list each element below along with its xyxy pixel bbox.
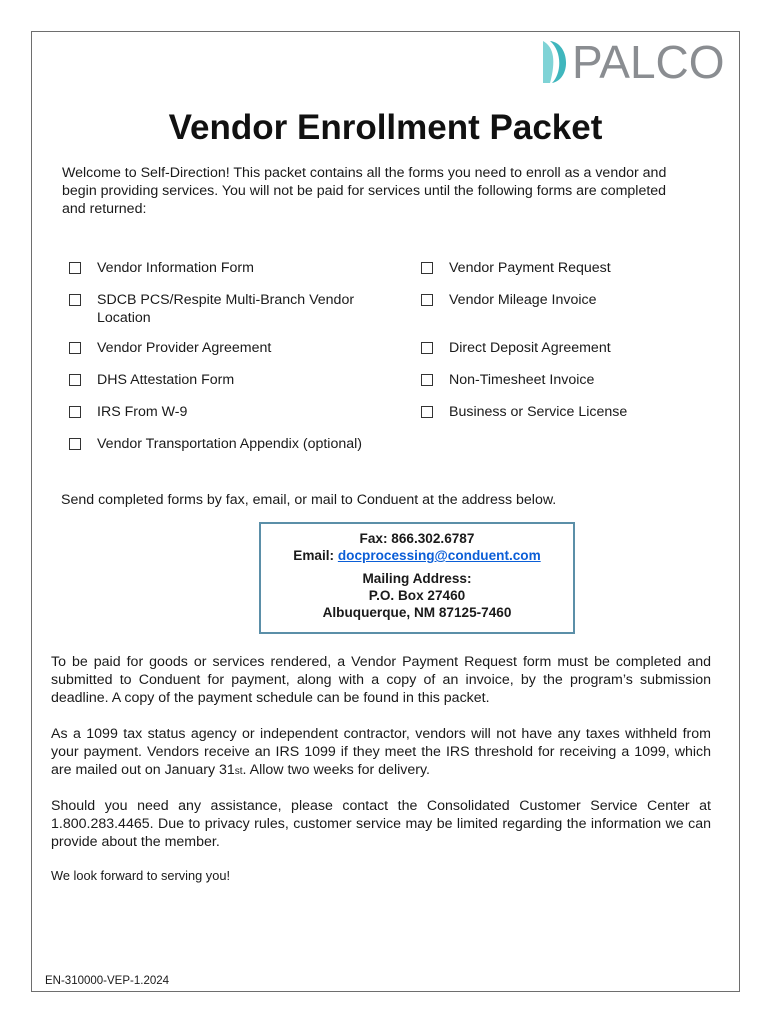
checklist-item[interactable]: Vendor Provider Agreement	[69, 339, 399, 357]
po-box: P.O. Box 27460	[368, 588, 466, 603]
assistance-paragraph: Should you need any assistance, please contact the Consolidated Customer Service Center at 1.800.283.4465. Due to privacy rules, customer service may be limited regarding the information we can provide about the member.	[51, 798, 711, 850]
payment-paragraph: To be paid for goods or services rendered, a Vendor Payment Request form must be completed and submitted to Conduent for payment, along with a copy of an invoice, by the program’s submission deadline. A copy of the payment schedule can be found in this packet.	[51, 654, 711, 706]
document-code: EN-310000-VEP-1.2024	[45, 975, 170, 987]
checkbox[interactable]	[421, 294, 433, 306]
checkbox[interactable]	[69, 438, 81, 450]
email-label: Email:	[293, 548, 338, 563]
palco-logo-mark-icon	[540, 39, 570, 85]
checklist-item[interactable]: Direct Deposit Agreement	[421, 339, 721, 357]
checklist-item[interactable]: SDCB PCS/Respite Multi-Branch Vendor Location	[69, 291, 399, 327]
checkbox[interactable]	[69, 406, 81, 418]
checklist-item[interactable]: DHS Attestation Form	[69, 371, 399, 389]
email-link[interactable]: docprocessing@conduent.com	[337, 548, 541, 563]
checkbox[interactable]	[69, 262, 81, 274]
checklist-item[interactable]: Vendor Mileage Invoice	[421, 291, 721, 309]
checklist-item[interactable]: Vendor Payment Request	[421, 259, 721, 277]
city-state-zip: Albuquerque, NM 87125-7460	[322, 605, 512, 620]
page-title: Vendor Enrollment Packet	[168, 108, 603, 147]
checklist-item[interactable]: Non-Timesheet Invoice	[421, 371, 721, 389]
checkbox[interactable]	[421, 374, 433, 386]
checklist-item[interactable]: IRS From W-9	[69, 403, 399, 421]
fax-number: Fax: 866.302.6787	[359, 531, 475, 546]
send-instructions: Send completed forms by fax, email, or mail to Conduent at the address below.	[61, 492, 557, 508]
checklist-item[interactable]: Vendor Information Form	[69, 259, 399, 277]
contact-box	[259, 522, 575, 634]
tax-paragraph: As a 1099 tax status agency or independent contractor, vendors will not have any taxes withheld from your payment. Vendors receive an IRS 1099 if they meet the IRS threshold for receiving a 1099, which are mailed out on January 31st. Allow two weeks for delivery.	[51, 726, 711, 778]
checklist-item[interactable]: Vendor Transportation Appendix (optional)	[69, 435, 399, 453]
mailing-label: Mailing Address:	[362, 571, 472, 586]
palco-logo	[540, 38, 725, 86]
checkbox[interactable]	[69, 374, 81, 386]
logo-text: PALCO	[572, 36, 725, 88]
checkbox[interactable]	[421, 406, 433, 418]
email-line	[261, 547, 573, 564]
checkbox[interactable]	[69, 342, 81, 354]
checkbox[interactable]	[421, 262, 433, 274]
checklist-item[interactable]: Business or Service License	[421, 403, 721, 421]
checkbox[interactable]	[69, 294, 81, 306]
checkbox[interactable]	[421, 342, 433, 354]
intro-paragraph: Welcome to Self-Direction! This packet contains all the forms you need to enroll as a vendor and begin providing services. You will not be paid for services until the following forms are completed and returned:	[62, 165, 667, 217]
closing-line: We look forward to serving you!	[51, 868, 231, 883]
